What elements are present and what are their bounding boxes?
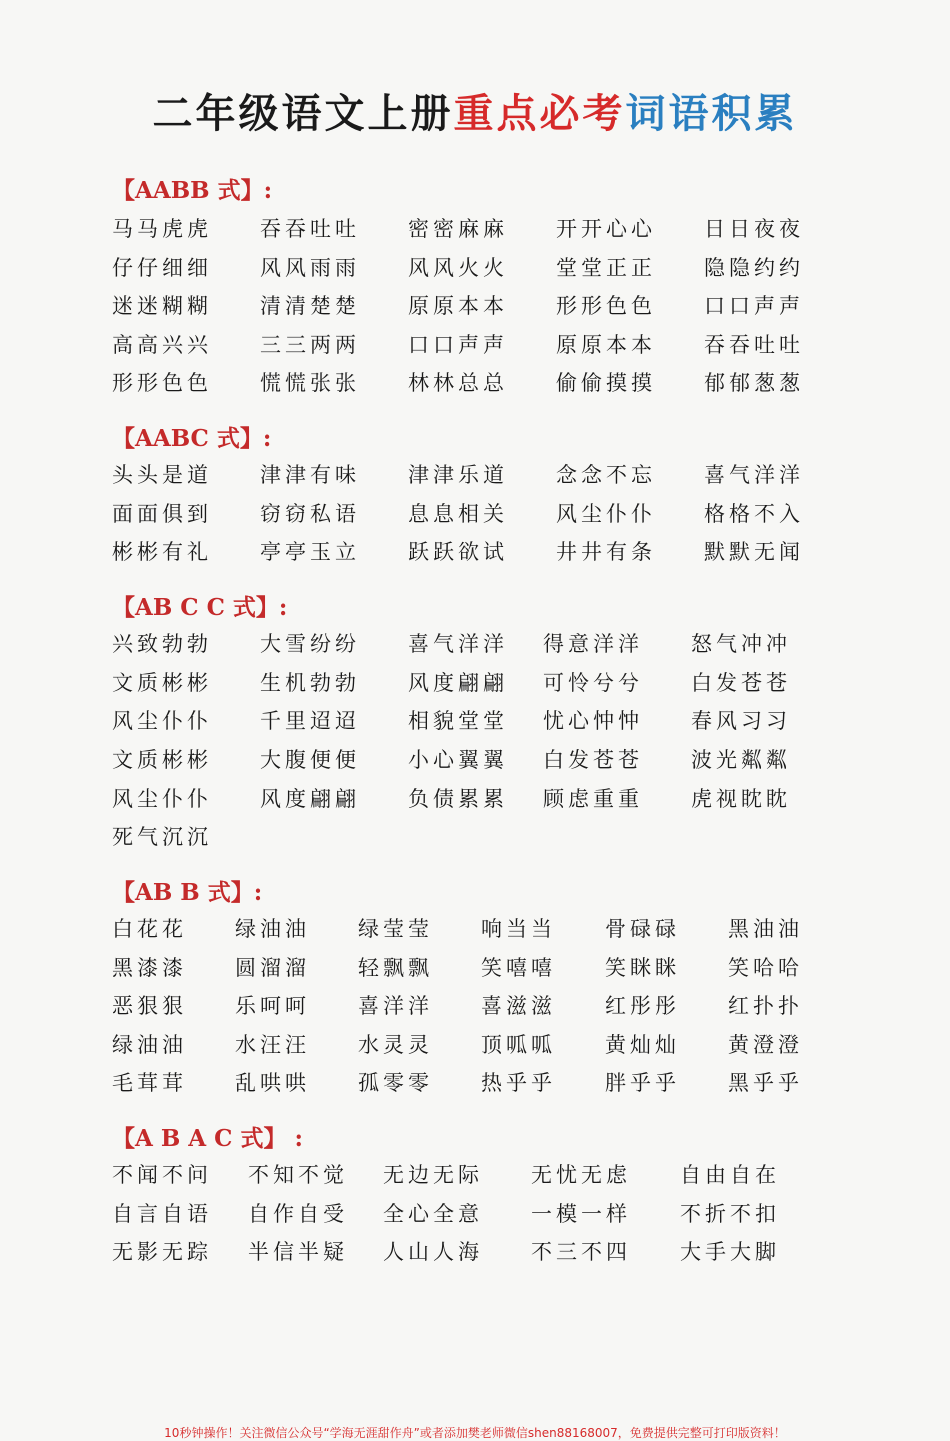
word-item: 得意洋洋 bbox=[543, 632, 643, 656]
word-item: 风尘仆仆 bbox=[112, 709, 212, 733]
word-item: 跃跃欲试 bbox=[408, 540, 508, 564]
word-item: 孤零零 bbox=[358, 1071, 433, 1095]
word-item: 水灵灵 bbox=[358, 1033, 433, 1057]
word-item: 绿油油 bbox=[112, 1033, 187, 1057]
word-row bbox=[0, 213, 950, 243]
title-part-2: 重点必考 bbox=[453, 90, 626, 137]
word-item: 高高兴兴 bbox=[112, 333, 212, 357]
word-item: 大手大脚 bbox=[680, 1240, 780, 1264]
section-heading: 【AB C C 式】: bbox=[112, 594, 288, 621]
word-item: 原原本本 bbox=[408, 294, 508, 318]
footer-note: 10秒钟操作！关注微信公众号“学海无涯甜作舟”或者添加樊老师微信shen88168007，免费提供完整可打印版资料！ bbox=[164, 1426, 786, 1440]
word-row bbox=[0, 498, 950, 528]
word-item: 绿莹莹 bbox=[358, 917, 433, 941]
word-item: 顾虑重重 bbox=[543, 787, 643, 811]
word-item: 不三不四 bbox=[531, 1240, 631, 1264]
word-item: 怒气冲冲 bbox=[691, 632, 791, 656]
word-item: 迷迷糊糊 bbox=[112, 294, 212, 318]
word-item: 全心全意 bbox=[383, 1202, 483, 1226]
word-item: 不闻不问 bbox=[112, 1163, 212, 1187]
word-item: 仔仔细细 bbox=[112, 256, 212, 280]
word-item: 面面俱到 bbox=[112, 502, 212, 526]
word-item: 相貌堂堂 bbox=[408, 709, 508, 733]
word-item: 人山人海 bbox=[383, 1240, 483, 1264]
word-item: 津津乐道 bbox=[408, 463, 508, 487]
word-item: 风度翩翩 bbox=[408, 671, 508, 695]
word-item: 负债累累 bbox=[408, 787, 508, 811]
word-item: 白发苍苍 bbox=[543, 748, 643, 772]
word-item: 风风雨雨 bbox=[260, 256, 360, 280]
title-part-3: 词语积累 bbox=[625, 90, 798, 137]
word-item: 堂堂正正 bbox=[556, 256, 656, 280]
word-row bbox=[0, 783, 950, 813]
word-item: 兴致勃勃 bbox=[112, 632, 212, 656]
word-item: 忧心忡忡 bbox=[543, 709, 643, 733]
word-item: 千里迢迢 bbox=[260, 709, 360, 733]
word-item: 口口声声 bbox=[408, 333, 508, 357]
word-row bbox=[0, 628, 950, 658]
word-item: 响当当 bbox=[481, 917, 556, 941]
word-row bbox=[0, 821, 950, 851]
page-title bbox=[0, 82, 950, 139]
word-row bbox=[0, 1236, 950, 1266]
word-item: 偷偷摸摸 bbox=[556, 371, 656, 395]
word-item: 热乎乎 bbox=[481, 1071, 556, 1095]
word-item: 骨碌碌 bbox=[605, 917, 680, 941]
word-item: 口口声声 bbox=[704, 294, 804, 318]
word-item: 小心翼翼 bbox=[408, 748, 508, 772]
word-item: 喜气洋洋 bbox=[408, 632, 508, 656]
word-item: 自言自语 bbox=[112, 1202, 212, 1226]
word-item: 喜洋洋 bbox=[358, 994, 433, 1018]
word-row bbox=[0, 252, 950, 282]
word-item: 黄澄澄 bbox=[728, 1033, 803, 1057]
word-row bbox=[0, 913, 950, 943]
word-item: 形形色色 bbox=[112, 371, 212, 395]
word-item: 黑乎乎 bbox=[728, 1071, 803, 1095]
word-item: 毛茸茸 bbox=[112, 1071, 187, 1095]
word-item: 胖乎乎 bbox=[605, 1071, 680, 1095]
word-item: 形形色色 bbox=[556, 294, 656, 318]
word-item: 无边无际 bbox=[383, 1163, 483, 1187]
word-item: 风尘仆仆 bbox=[112, 787, 212, 811]
word-item: 乱哄哄 bbox=[235, 1071, 310, 1095]
word-item: 彬彬有礼 bbox=[112, 540, 212, 564]
word-item: 文质彬彬 bbox=[112, 748, 212, 772]
word-row bbox=[0, 1029, 950, 1059]
word-row bbox=[0, 705, 950, 735]
word-item: 笑哈哈 bbox=[728, 956, 803, 980]
section-heading: 【AABB 式】: bbox=[112, 177, 273, 204]
word-item: 头头是道 bbox=[112, 463, 212, 487]
word-row bbox=[0, 536, 950, 566]
word-item: 风风火火 bbox=[408, 256, 508, 280]
word-item: 林林总总 bbox=[408, 371, 508, 395]
word-item: 轻飘飘 bbox=[358, 956, 433, 980]
word-item: 窃窃私语 bbox=[260, 502, 360, 526]
word-item: 无忧无虑 bbox=[531, 1163, 631, 1187]
word-item: 水汪汪 bbox=[235, 1033, 310, 1057]
word-item: 息息相关 bbox=[408, 502, 508, 526]
word-item: 不知不觉 bbox=[248, 1163, 348, 1187]
word-item: 自作自受 bbox=[248, 1202, 348, 1226]
word-item: 无影无踪 bbox=[112, 1240, 212, 1264]
word-item: 波光粼粼 bbox=[691, 748, 791, 772]
word-item: 绿油油 bbox=[235, 917, 310, 941]
word-item: 白花花 bbox=[112, 917, 187, 941]
word-row bbox=[0, 290, 950, 320]
word-item: 黄灿灿 bbox=[605, 1033, 680, 1057]
word-item: 默默无闻 bbox=[704, 540, 804, 564]
word-item: 原原本本 bbox=[556, 333, 656, 357]
word-item: 马马虎虎 bbox=[112, 217, 212, 241]
word-item: 慌慌张张 bbox=[260, 371, 360, 395]
word-item: 死气沉沉 bbox=[112, 825, 212, 849]
word-item: 红扑扑 bbox=[728, 994, 803, 1018]
word-item: 密密麻麻 bbox=[408, 217, 508, 241]
word-item: 红彤彤 bbox=[605, 994, 680, 1018]
word-row bbox=[0, 990, 950, 1020]
word-item: 黑漆漆 bbox=[112, 956, 187, 980]
word-item: 大腹便便 bbox=[260, 748, 360, 772]
word-item: 吞吞吐吐 bbox=[704, 333, 804, 357]
word-item: 半信半疑 bbox=[248, 1240, 348, 1264]
word-item: 黑油油 bbox=[728, 917, 803, 941]
word-row bbox=[0, 1067, 950, 1097]
word-item: 自由自在 bbox=[680, 1163, 780, 1187]
word-row bbox=[0, 459, 950, 489]
word-item: 喜气洋洋 bbox=[704, 463, 804, 487]
word-item: 念念不忘 bbox=[556, 463, 656, 487]
word-item: 顶呱呱 bbox=[481, 1033, 556, 1057]
word-row bbox=[0, 1159, 950, 1189]
word-item: 圆溜溜 bbox=[235, 956, 310, 980]
word-item: 乐呵呵 bbox=[235, 994, 310, 1018]
word-item: 笑嘻嘻 bbox=[481, 956, 556, 980]
word-item: 清清楚楚 bbox=[260, 294, 360, 318]
word-row bbox=[0, 744, 950, 774]
word-item: 亭亭玉立 bbox=[260, 540, 360, 564]
word-item: 喜滋滋 bbox=[481, 994, 556, 1018]
word-item: 大雪纷纷 bbox=[260, 632, 360, 656]
word-item: 格格不入 bbox=[704, 502, 804, 526]
word-item: 文质彬彬 bbox=[112, 671, 212, 695]
word-row bbox=[0, 1198, 950, 1228]
word-item: 吞吞吐吐 bbox=[260, 217, 360, 241]
word-item: 不折不扣 bbox=[680, 1202, 780, 1226]
word-item: 日日夜夜 bbox=[704, 217, 804, 241]
word-item: 风尘仆仆 bbox=[556, 502, 656, 526]
word-item: 一模一样 bbox=[531, 1202, 631, 1226]
word-item: 三三两两 bbox=[260, 333, 360, 357]
word-item: 可怜兮兮 bbox=[543, 671, 643, 695]
word-item: 恶狠狠 bbox=[112, 994, 187, 1018]
word-item: 井井有条 bbox=[556, 540, 656, 564]
section-heading: 【A B A C 式】 : bbox=[112, 1125, 303, 1152]
word-item: 笑眯眯 bbox=[605, 956, 680, 980]
word-item: 隐隐约约 bbox=[704, 256, 804, 280]
word-row bbox=[0, 667, 950, 697]
word-row bbox=[0, 329, 950, 359]
word-row bbox=[0, 952, 950, 982]
section-heading: 【AB B 式】: bbox=[112, 879, 263, 906]
word-row bbox=[0, 367, 950, 397]
word-item: 白发苍苍 bbox=[691, 671, 791, 695]
word-item: 生机勃勃 bbox=[260, 671, 360, 695]
section-heading: 【AABC 式】: bbox=[112, 425, 272, 452]
title-part-1: 二年级语文上册 bbox=[152, 90, 454, 137]
word-item: 春风习习 bbox=[691, 709, 791, 733]
word-item: 津津有味 bbox=[260, 463, 360, 487]
word-item: 虎视眈眈 bbox=[691, 787, 791, 811]
word-item: 风度翩翩 bbox=[260, 787, 360, 811]
word-item: 开开心心 bbox=[556, 217, 656, 241]
word-item: 郁郁葱葱 bbox=[704, 371, 804, 395]
